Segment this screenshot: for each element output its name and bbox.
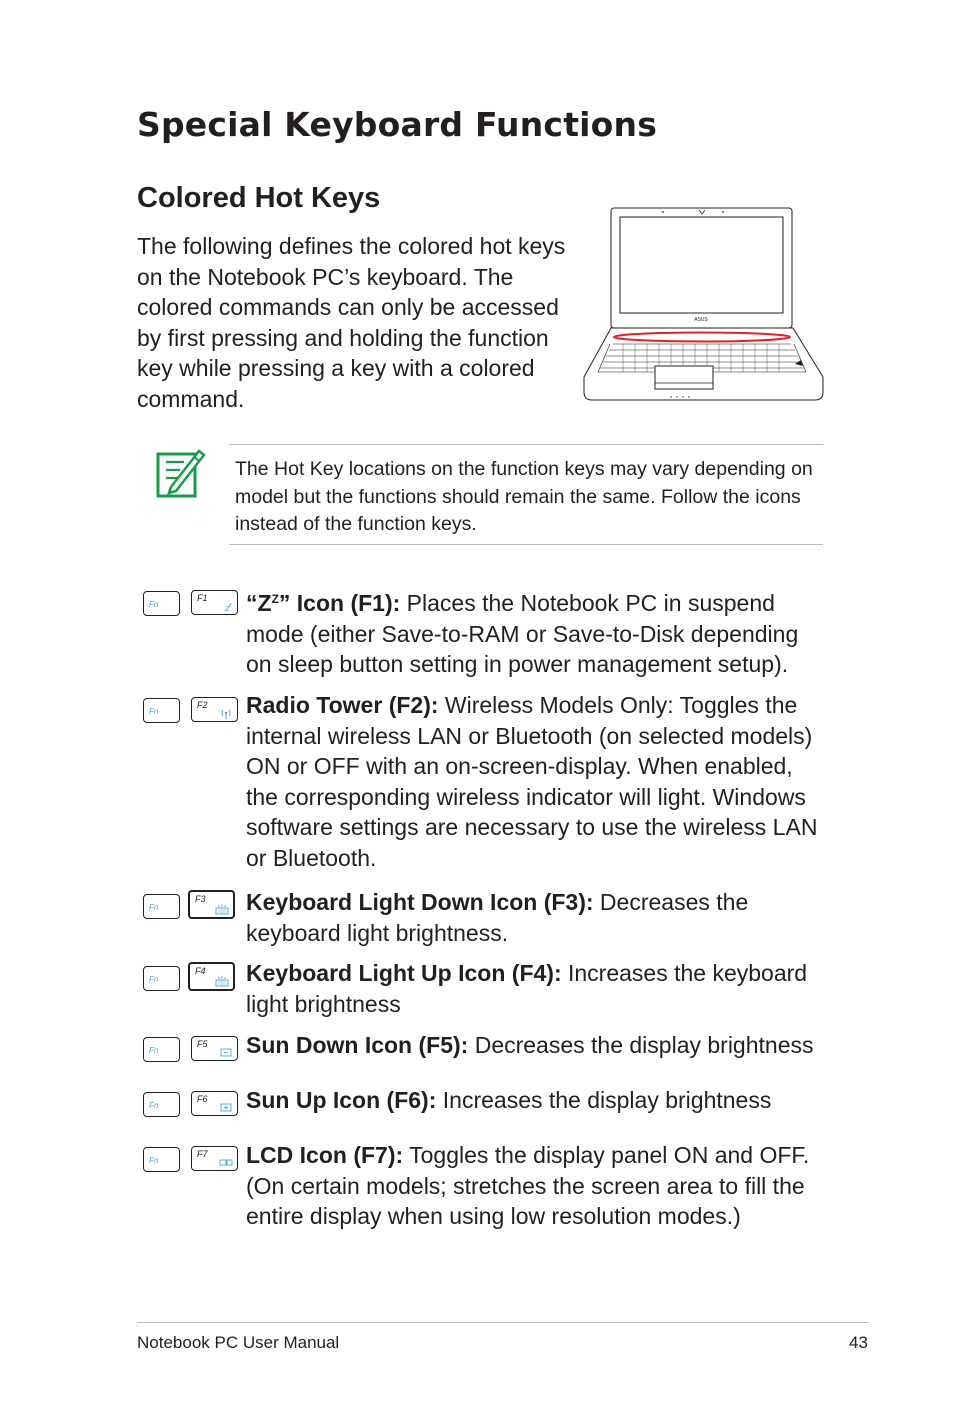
note-pencil-icon	[156, 447, 206, 499]
f6-key	[191, 1091, 238, 1116]
sun-up-icon	[219, 1102, 233, 1113]
hotkey-f2-description	[246, 690, 821, 873]
radio-tower-icon	[219, 708, 233, 719]
fn-key-label: Fn	[149, 1101, 159, 1110]
hotkey-f6-body: Increases the display brightness	[436, 1087, 772, 1113]
f3-key	[188, 890, 235, 919]
hotkey-f2-title: Radio Tower (F2):	[246, 692, 439, 718]
hotkey-f1-description	[246, 584, 821, 680]
note-text: The Hot Key locations on the function keys may vary depending on model but the functions should remain the same. Follow the icons instead of the function keys.	[235, 458, 813, 535]
f6-key-label: F6	[197, 1094, 208, 1104]
footer-page-number: 43	[849, 1333, 868, 1352]
hotkey-f4-body: Increases the keyboard light brightness	[246, 960, 808, 1017]
hotkey-f2-body: Wireless Models Only: Toggles the internal wireless LAN or Bluetooth (on selected models) ON or OFF with an on-screen-display. When enabled, the corresponding wireless indicator will light. Windows software settings are necessary to use the wireless LAN or Bluetooth.	[246, 692, 818, 871]
f3-key-label: F3	[195, 894, 206, 904]
svg-text:z: z	[225, 604, 230, 612]
hotkey-f6-description	[246, 1085, 821, 1116]
hotkey-f1-title-post: ” Icon (F1):	[278, 590, 401, 616]
hotkey-f5-description	[246, 1030, 821, 1061]
fn-key-label: Fn	[149, 1046, 159, 1055]
svg-text:z: z	[229, 602, 232, 608]
hotkey-f1-body: Places the Notebook PC in suspend mode (either Save-to-RAM or Save-to-Disk depending on sleep button setting in power management setup).	[246, 590, 799, 677]
fn-key	[143, 894, 180, 919]
fn-key-label: Fn	[149, 600, 159, 609]
f1-key	[191, 590, 238, 615]
fn-key	[143, 698, 180, 723]
fn-key-label: Fn	[149, 707, 159, 716]
hotkey-f1-title	[246, 590, 400, 616]
fn-key	[143, 966, 180, 991]
f5-key	[191, 1036, 238, 1061]
footer-manual-title: Notebook PC User Manual	[137, 1333, 340, 1352]
page-title: Special Keyboard Functions	[137, 105, 658, 144]
fn-key-label: Fn	[149, 975, 159, 984]
f2-key	[191, 697, 238, 722]
f4-key	[188, 962, 235, 991]
keyboard-light-down-icon	[215, 904, 229, 915]
hotkey-f5-body: Decreases the display brightness	[468, 1032, 814, 1058]
hotkey-f1-title-pre: “Z	[246, 590, 272, 616]
f1-key-label: F1	[197, 593, 208, 603]
section-title: Colored Hot Keys	[137, 182, 381, 214]
f7-key	[191, 1146, 238, 1171]
hotkey-f7-description	[246, 1140, 821, 1232]
hotkey-f4-title: Keyboard Light Up Icon (F4):	[246, 960, 562, 986]
f7-key-label: F7	[197, 1149, 208, 1159]
laptop-illustration	[583, 207, 824, 404]
note-bottom-rule	[229, 544, 823, 545]
hotkey-f7-title: LCD Icon (F7):	[246, 1142, 404, 1168]
fn-key	[143, 1092, 180, 1117]
hotkey-f6-title: Sun Up Icon (F6):	[246, 1087, 437, 1113]
hotkey-f3-description	[246, 887, 821, 948]
intro-paragraph: The following defines the colored hot keys on the Notebook PC’s keyboard. The colored commands can only be accessed by first pressing and holding the function key while pressing a key with a colored command.	[137, 233, 566, 412]
laptop-logo: ASUS	[694, 317, 708, 323]
sleep-icon	[219, 601, 233, 612]
sun-down-icon	[219, 1047, 233, 1058]
fn-key-label: Fn	[149, 903, 159, 912]
lcd-icon	[219, 1157, 233, 1168]
footer-rule	[137, 1322, 868, 1323]
fn-key	[143, 591, 180, 616]
hotkey-f5-title: Sun Down Icon (F5):	[246, 1032, 469, 1058]
f4-key-label: F4	[195, 966, 206, 976]
fn-key	[143, 1037, 180, 1062]
f2-key-label: F2	[197, 700, 208, 710]
hotkey-f3-title: Keyboard Light Down Icon (F3):	[246, 889, 594, 915]
hotkey-f4-description	[246, 958, 821, 1019]
f5-key-label: F5	[197, 1039, 208, 1049]
keyboard-light-up-icon	[215, 976, 229, 987]
hotkey-f3-body: Decreases the keyboard light brightness.	[246, 889, 749, 946]
fn-key-label: Fn	[149, 1156, 159, 1165]
hotkey-f1-title-sup: Z	[271, 592, 279, 606]
hotkey-f7-body: Toggles the display panel ON and OFF. (On certain models; stretches the screen area to fill the entire display when using low resolution modes.)	[246, 1142, 810, 1229]
note-top-rule	[229, 444, 823, 445]
fn-key	[143, 1147, 180, 1172]
